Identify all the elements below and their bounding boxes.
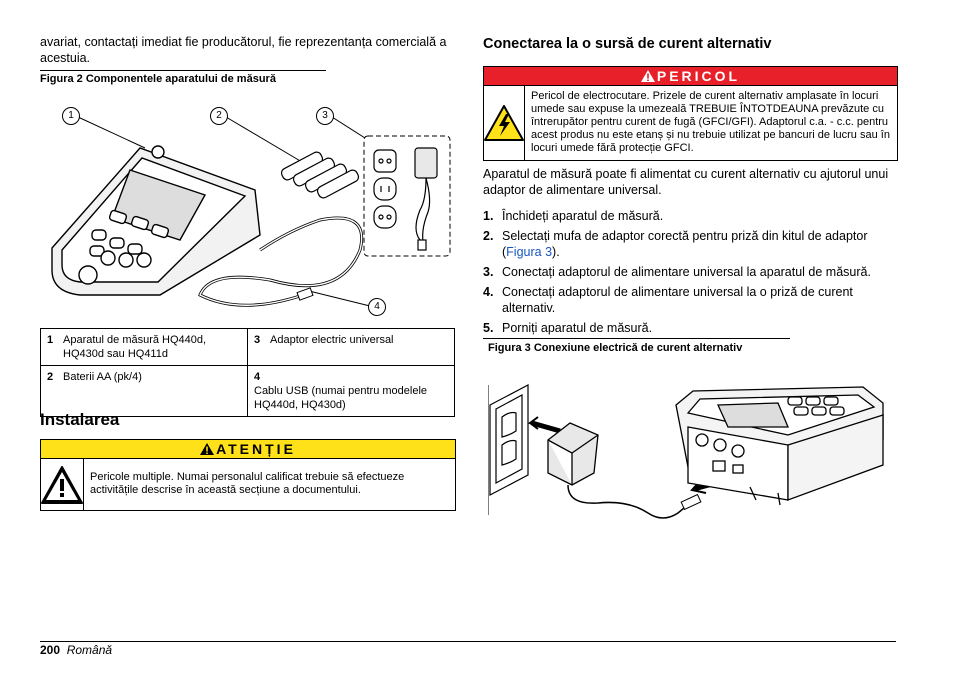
figure-3-illustration [488, 365, 896, 530]
section-title-conectarea: Conectarea la o sursă de curent alternativ [483, 36, 772, 52]
legend-cell: 3 Adaptor electric universal [248, 329, 455, 366]
legend-cell: 4Cablu USB (numai pentru modelele HQ440d, HQ430d) [248, 366, 455, 417]
list-item: 2. Selectați mufa de adaptor corectă pentru priză din kitul de adaptor (Figura 3). [483, 229, 868, 259]
wall-outlet [488, 385, 528, 515]
callout-3: 3 [316, 107, 334, 125]
figure-3-rule [483, 338, 790, 339]
batteries [280, 150, 360, 199]
exclamation-warning-icon [41, 466, 83, 504]
adapter-kit [374, 148, 437, 250]
legend-cell: 2 Baterii AA (pk/4) [41, 366, 248, 417]
footer-rule [40, 641, 896, 642]
meter-device [52, 146, 260, 295]
page-number: 200 [40, 643, 61, 657]
callout-4: 4 [368, 298, 386, 316]
figure-3-title: Figura 3 Conexiune electrică de curent alternativ [488, 342, 743, 354]
figure-2-rule [40, 70, 326, 71]
table-row [41, 329, 455, 366]
warning-triangle-icon [200, 443, 214, 455]
section-title-instalarea: Instalarea [40, 410, 120, 429]
callout-1: 1 [62, 107, 80, 125]
caution-box [40, 439, 456, 511]
list-item: 1. Închideți aparatul de măsură. [483, 209, 664, 223]
electric-shock-warning-icon [484, 105, 524, 141]
table-row [41, 366, 455, 417]
steps-list [483, 208, 895, 340]
footer-language: Română [66, 643, 113, 657]
power-intro-paragraph: Aparatul de măsură poate fi alimentat cu curent alternativ cu ajutorul unui adaptor de alimentare universal. [483, 167, 889, 197]
list-item: 5. Porniți aparatul de măsură. [483, 321, 653, 335]
danger-box [483, 66, 898, 161]
danger-text: Pericol de electrocutare. Prizele de curent alternativ amplasate în locuri umede sau expuse la umezeală TREBUIE ÎNTOTDEAUNA prevăzute cu întrerupător pentru curent de fugă (GFCI/GFI). Adaptorul c.a. - c.c. pentru acest produs nu este etanș și nu trebuie utilizat pe bancuri de lucru sau în locuri umede fără protecție GFCI. [531, 90, 890, 154]
warning-triangle-icon [641, 70, 655, 82]
list-item: 4. Conectați adaptorul de alimentare universal la o priză de curent alternativ. [483, 285, 853, 315]
legend-cell: 1 Aparatul de măsură HQ440d, HQ430d sau HQ411d [41, 329, 248, 366]
figure-3-link[interactable]: Figura 3 [506, 245, 553, 259]
page-footer [40, 643, 112, 657]
danger-header: PERICOL [484, 67, 897, 86]
list-item: 3. Conectați adaptorul de alimentare universal la aparatul de măsură. [483, 265, 871, 279]
caution-header: ATENȚIE [41, 440, 455, 459]
intro-paragraph: avariat, contactați imediat fie producătorul, fie reprezentanța comercială a acestuia. [40, 35, 447, 65]
figure-2-title: Figura 2 Componentele aparatului de măsură [40, 73, 276, 85]
figure-2-legend-table [40, 328, 455, 417]
figure-2-illustration [40, 100, 460, 320]
callout-2: 2 [210, 107, 228, 125]
caution-text: Pericole multiple. Numai personalul calificat trebuie să efectueze activitățile descrise în această secțiune a documentului. [90, 471, 405, 496]
